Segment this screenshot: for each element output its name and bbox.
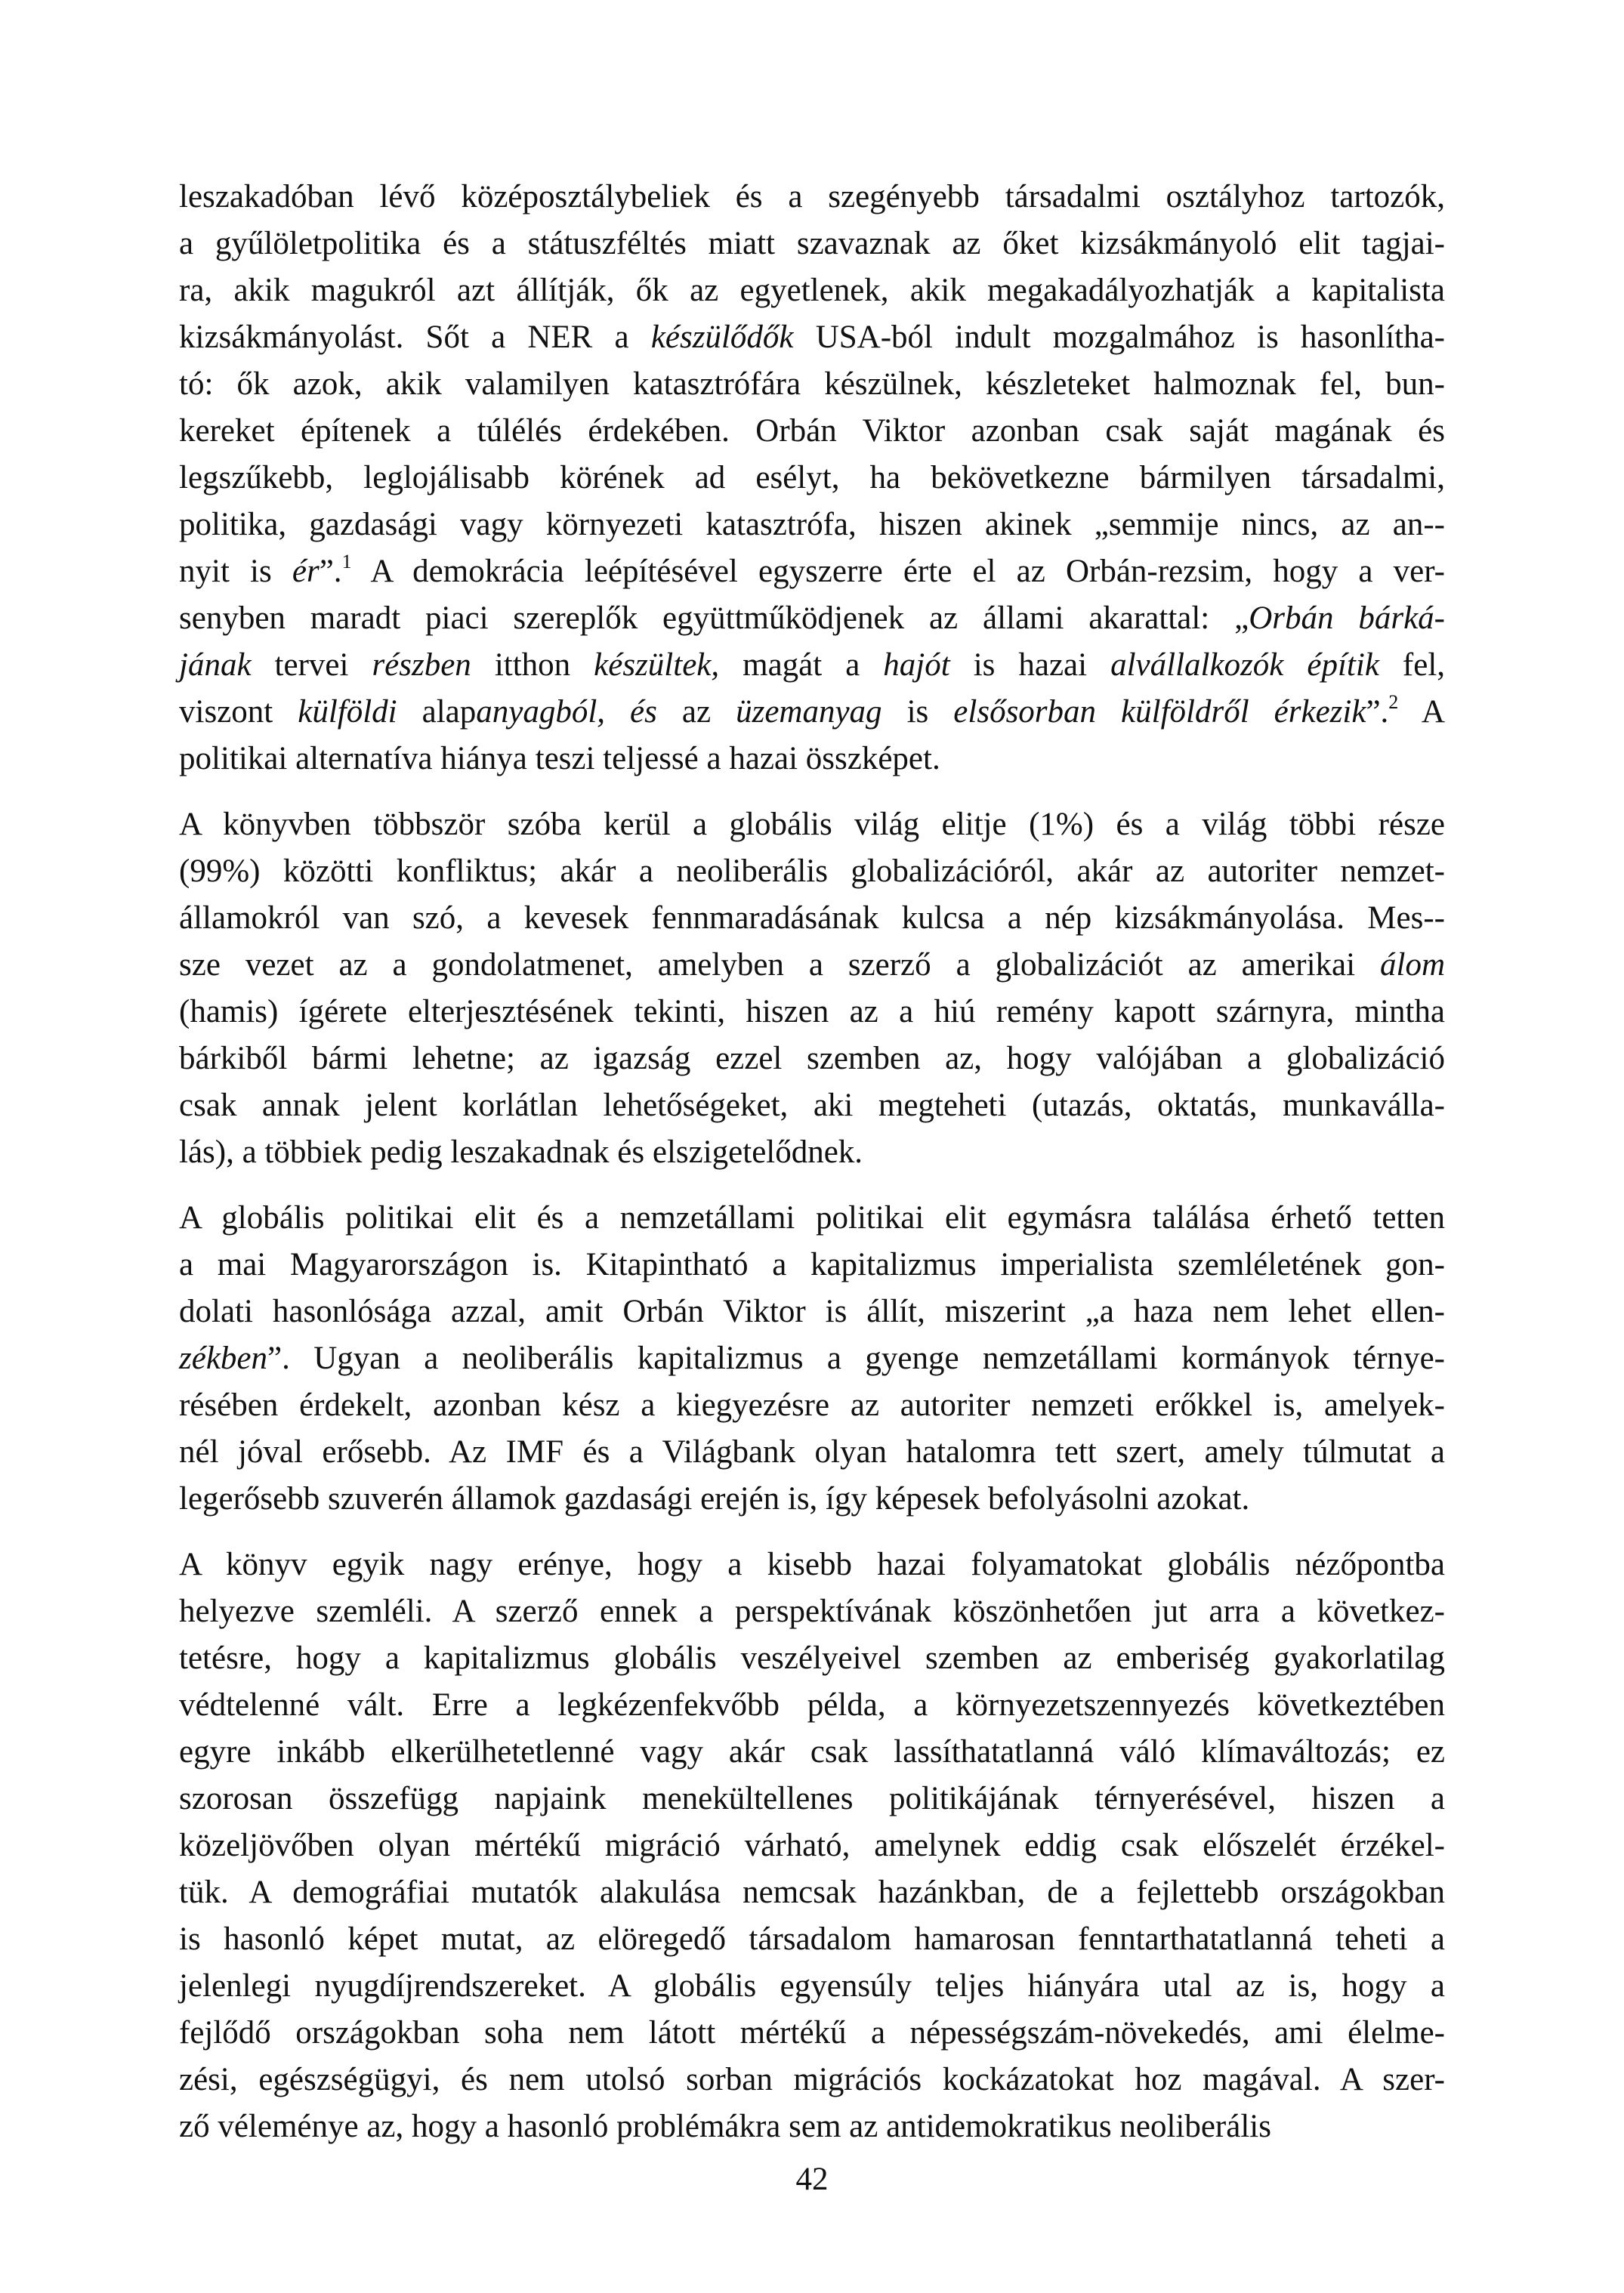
text-line	[179, 1382, 1445, 1429]
text-run: alap	[397, 694, 477, 730]
text-run: kizsákmányolást. Sőt a NER a	[179, 319, 651, 355]
text-line	[179, 801, 1445, 848]
text-line	[179, 1822, 1445, 1869]
body-text	[179, 174, 1445, 2169]
text-line	[179, 1476, 1445, 1523]
text-line	[179, 1588, 1445, 1635]
paragraph	[179, 1542, 1445, 2150]
text-run: a gyűlöletpolitika és a státuszféltés miatt szavaznak az őket kizsákmányoló elit tagjai-	[179, 226, 1445, 261]
text-run: helyezve szemléli. A szerző ennek a perspektívának köszönhetően jut arra a következ-	[179, 1594, 1445, 1629]
text-run: sze vezet az a gondolatmenet, amelyben a szerző a globalizációt az amerikai	[179, 947, 1380, 983]
text-line	[179, 1242, 1445, 1288]
text-run: kereket építenek a túlélés érdekében. Orbán Viktor azonban csak saját magának és	[179, 413, 1445, 449]
paragraph	[179, 174, 1445, 782]
italic-text: alvállalkozók építik	[1110, 647, 1379, 683]
italic-text: üzemanyag	[736, 694, 882, 730]
text-run: nél jóval erősebb. Az IMF és a Világbank olyan hatalomra tett szert, amely túlmutat a	[179, 1434, 1445, 1470]
page-number: 42	[795, 2162, 829, 2197]
text-run: viszont	[179, 694, 298, 730]
text-run: politika, gazdasági vagy környezeti katasztrófa, hiszen akinek „semmije nincs, az an--	[179, 507, 1445, 542]
text-run: (99%) közötti konfliktus; akár a neoliberális globalizációról, akár az autoriter nemzet-	[179, 853, 1445, 889]
italic-text: ér	[292, 554, 320, 589]
text-run: csak annak jelent korlátlan lehetőségeket, aki megteheti (utazás, oktatás, munkaválla-	[179, 1088, 1445, 1123]
text-line	[179, 1729, 1445, 1776]
text-line	[179, 174, 1445, 221]
text-line	[179, 1035, 1445, 1082]
text-run: is	[881, 694, 954, 730]
text-line	[179, 1129, 1445, 1176]
text-run: senyben maradt piaci szereplők együttműködjenek az állami akarattal: „	[179, 600, 1249, 636]
text-line	[179, 942, 1445, 989]
text-line	[179, 548, 1445, 595]
text-line	[179, 689, 1445, 736]
paragraph	[179, 801, 1445, 1176]
text-line	[179, 1195, 1445, 1242]
text-line	[179, 1082, 1445, 1129]
italic-text: Orbán bárká-	[1249, 600, 1445, 636]
text-run: A globális politikai elit és a nemzetállami politikai elit egymásra találása érhető tetten	[179, 1200, 1445, 1236]
text-run: nyit is	[179, 554, 292, 589]
text-line	[179, 1429, 1445, 1476]
text-line	[179, 1682, 1445, 1729]
italic-text: álom	[1380, 947, 1445, 983]
text-line	[179, 2057, 1445, 2103]
text-line	[179, 361, 1445, 408]
text-line	[179, 1288, 1445, 1335]
text-run: ra, akik magukról azt állítják, ők az egyetlenek, akik megakadályozhatják a kapitalista	[179, 273, 1445, 308]
text-line	[179, 989, 1445, 1035]
italic-text: elsősorban külföldről érkezik	[953, 694, 1366, 730]
text-run: fel,	[1379, 647, 1446, 683]
text-run: is hasonló képet mutat, az elöregedő társadalom hamarosan fenntarthatatlanná teheti a	[179, 1921, 1445, 1957]
text-run: tetésre, hogy a kapitalizmus globális veszélyeivel szemben az emberiség gyakorlatilag	[179, 1640, 1445, 1676]
text-run: tó: ők azok, akik valamilyen katasztrófára készülnek, készleteket halmoznak fel, bun-	[179, 366, 1445, 402]
text-run: államokról van szó, a kevesek fennmaradásának kulcsa a nép kizsákmányolása. Mes--	[179, 900, 1445, 936]
italic-text: zékben	[179, 1341, 267, 1376]
italic-text: külföldi	[298, 694, 397, 730]
text-line	[179, 1963, 1445, 2010]
text-run: politikai alternatíva hiánya teszi teljessé a hazai összképet.	[179, 741, 940, 776]
text-run: tervei	[251, 647, 372, 683]
italic-text: jának	[179, 647, 252, 683]
text-line	[179, 736, 1445, 782]
text-run: lás), a többiek pedig leszakadnak és elszigetelődnek.	[179, 1134, 863, 1170]
text-run: (hamis) ígérete elterjesztésének tekinti, hiszen az a hiú remény kapott szárnyra, mintha	[179, 994, 1445, 1029]
text-run: leszakadóban lévő középosztálybeliek és a szegényebb társadalmi osztályhoz tartozók,	[179, 179, 1445, 214]
italic-text: anyagból, és	[476, 694, 657, 730]
italic-text: hajót	[883, 647, 950, 683]
text-line	[179, 221, 1445, 267]
text-run: résében érdekelt, azonban kész a kiegyezésre az autoriter nemzeti erőkkel is, amelyek-	[179, 1387, 1445, 1423]
text-run: A könyv egyik nagy erénye, hogy a kisebb hazai folyamatokat globális nézőpontba	[179, 1547, 1445, 1582]
text-run: szorosan összefügg napjaink menekültellenes politikájának térnyerésével, hiszen a	[179, 1781, 1445, 1816]
italic-text: készültek,	[594, 647, 720, 683]
text-line	[179, 848, 1445, 895]
text-run: ző véleménye az, hogy a hasonló problémákra sem az antidemokratikus neoliberális	[179, 2109, 1271, 2144]
text-line	[179, 1635, 1445, 1682]
text-run: tük. A demográfiai mutatók alakulása nemcsak hazánkban, de a fejlettebb országokban	[179, 1875, 1445, 1910]
text-run: jelenlegi nyugdíjrendszereket. A globális egyensúly teljes hiányára utal az is, hogy a	[179, 1968, 1445, 2004]
text-run: USA-ból indult mozgalmához is hasonlítha-	[793, 319, 1445, 355]
text-line	[179, 2010, 1445, 2057]
italic-text: készülődők	[650, 319, 794, 355]
text-line	[179, 1916, 1445, 1963]
text-line	[179, 1335, 1445, 1382]
text-run: védtelenné vált. Erre a legkézenfekvőbb példa, a környezetszennyezés következtében	[179, 1687, 1445, 1723]
italic-text: részben	[372, 647, 471, 683]
text-line	[179, 1542, 1445, 1588]
text-run: fejlődő országokban soha nem látott mértékű a népességszám-növekedés, ami élelme-	[179, 2015, 1445, 2051]
text-run: ”.	[319, 554, 342, 589]
text-run: A	[1398, 694, 1445, 730]
text-run: közeljövőben olyan mértékű migráció várható, amelynek eddig csak előszelét érzékel-	[179, 1828, 1445, 1863]
text-line	[179, 455, 1445, 501]
footnote-marker: 1	[341, 551, 352, 572]
footnote-marker: 2	[1388, 691, 1399, 713]
text-run: legszűkebb, leglojálisabb körének ad esélyt, ha bekövetkezne bármilyen társadalmi,	[179, 460, 1445, 495]
text-run: az	[656, 694, 736, 730]
paragraph	[179, 1195, 1445, 1523]
text-run: itthon	[471, 647, 594, 683]
text-line	[179, 895, 1445, 942]
text-run: zési, egészségügyi, és nem utolsó sorban migrációs kockázatokat hoz magával. A szer-	[179, 2062, 1445, 2097]
text-line	[179, 1776, 1445, 1822]
text-run: A könyvben többször szóba kerül a globális világ elitje (1%) és a világ többi része	[179, 807, 1445, 842]
text-run: dolati hasonlósága azzal, amit Orbán Viktor is állít, miszerint „a haza nem lehet ellen-	[179, 1294, 1445, 1329]
text-line	[179, 2103, 1445, 2150]
text-run: legerősebb szuverén államok gazdasági erején is, így képesek befolyásolni azokat.	[179, 1481, 1250, 1517]
text-run: magát a	[719, 647, 884, 683]
text-run: egyre inkább elkerülhetetlenné vagy akár csak lassíthatatlanná váló klímaváltozás; ez	[179, 1734, 1445, 1770]
text-line	[179, 408, 1445, 455]
text-run: A demokrácia leépítésével egyszerre érte el az Orbán-rezsim, hogy a ver-	[351, 554, 1446, 589]
text-line	[179, 314, 1445, 361]
text-run: a mai Magyarországon is. Kitapintható a kapitalizmus imperialista szemléletének gon-	[179, 1247, 1445, 1282]
text-line	[179, 1869, 1445, 1916]
text-line	[179, 501, 1445, 548]
text-line	[179, 267, 1445, 314]
text-line	[179, 595, 1445, 642]
text-run: bárkiből bármi lehetne; az igazság ezzel szemben az, hogy valójában a globalizáció	[179, 1041, 1445, 1076]
text-run: ”.	[1366, 694, 1389, 730]
text-line	[179, 642, 1445, 689]
text-run: ”. Ugyan a neoliberális kapitalizmus a gyenge nemzetállami kormányok térnye-	[267, 1341, 1445, 1376]
text-run: is hazai	[949, 647, 1111, 683]
